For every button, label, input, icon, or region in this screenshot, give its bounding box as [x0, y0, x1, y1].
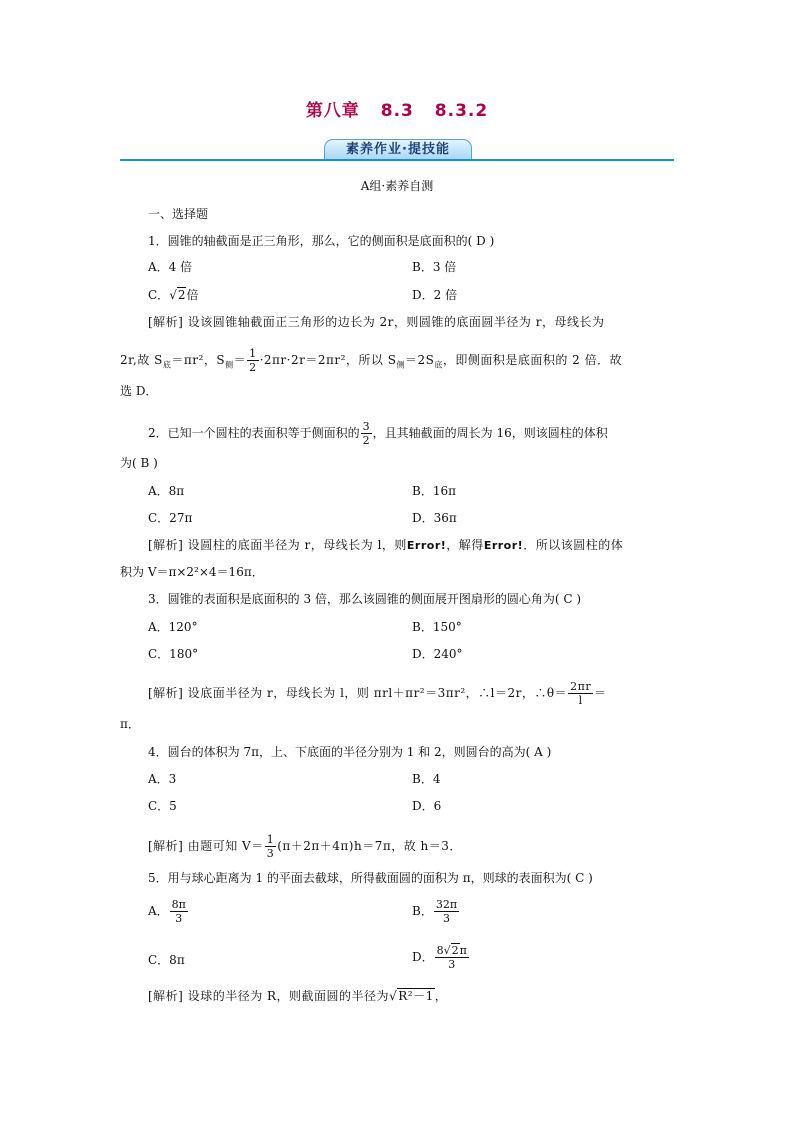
q2-option-d: D．36π — [412, 511, 457, 525]
section-badge: 素养作业·提技能 — [324, 139, 472, 159]
section-label: 一、选择题 — [148, 207, 209, 221]
q4-option-a: A．3 — [148, 772, 177, 786]
q5-option-c: C．8π — [148, 953, 185, 967]
error-placeholder: Error! — [483, 539, 524, 552]
q3-option-b: B．150° — [412, 620, 462, 634]
analysis-tag: [解析] — [148, 839, 184, 853]
q2-solution-line-2: 积为 V＝π×2²×4＝16π． — [120, 565, 264, 579]
q3-fraction: $\frac{2\pi r}{l}$ — [570, 680, 592, 707]
q3-option-a: A．120° — [148, 620, 198, 634]
q1-solution-line-2: 2r,故 $S_底=\pi r^2$，$S_侧=$ $\frac{1}{2}$ ·2πr·2r＝2πr²，所以 $S_侧=2S_底$，即侧面积是底面积的 2 倍．故 — [120, 347, 623, 374]
group-title: A组·素养自测 — [360, 179, 434, 193]
q3-option-d: D．240° — [412, 647, 463, 661]
q2-option-a: A．8π — [148, 484, 185, 498]
error-placeholder: Error! — [406, 539, 447, 552]
q5-option-b: B． $\frac{32\pi}{3}$ — [412, 898, 458, 925]
q1-fraction: $\frac{1}{2}$ — [249, 347, 257, 374]
q5-option-a: A． $\frac{8\pi}{3}$ — [148, 898, 186, 925]
q5-radicand: R²－1 — [398, 989, 434, 1003]
analysis-tag: [解析] — [148, 538, 184, 552]
analysis-tag: [解析] — [148, 315, 184, 329]
question-3-stem: 3．圆锥的表面积是底面积的 3 倍，那么该圆锥的侧面展开图扇形的圆心角为( C ) — [148, 592, 582, 606]
q1-solution-line-3: 选 D． — [120, 384, 158, 398]
q2-option-b: B．16π — [412, 484, 456, 498]
q5-option-d: D． $\frac{8√2\pi}{3}$ — [412, 944, 467, 971]
question-2-stem: 2．已知一个圆柱的表面积等于侧面积的 $\frac{3}{2}$ ，且其轴截面的周长为 16，则该圆柱的体积 — [148, 420, 608, 447]
analysis-tag: [解析] — [148, 686, 184, 700]
q2-solution-line-1: [解析] 设圆柱的底面半径为 r，母线长为 l，则Error!，解得Error!．所以该圆柱的体 — [148, 538, 624, 552]
q4-option-b: B．4 — [412, 772, 441, 786]
q2-option-c: C．27π — [148, 511, 193, 525]
q3-solution-line-1: [解析] 设底面半径为 r，母线长为 l，则 πrl＋πr²＝3πr²，∴l＝2r，∴θ＝ $\frac{2\pi r}{l}$ ＝ — [148, 680, 607, 707]
q4-option-d: D．6 — [412, 799, 442, 813]
question-5-stem: 5．用与球心距离为 1 的平面去截球，所得截面圆的面积为 π，则球的表面积为( C ) — [148, 871, 593, 885]
q1-option-c: C．√2倍 — [148, 288, 199, 302]
page-title — [0, 96, 794, 121]
q5-solution: [解析] 设球的半径为 R，则截面圆的半径为√R²－1， — [148, 989, 448, 1003]
q4-fraction: $\frac{1}{3}$ — [266, 833, 275, 860]
question-2-stem-line-2: 为( B ) — [120, 456, 158, 470]
q2-fraction: $\frac{3}{2}$ — [362, 420, 370, 447]
question-4-stem: 4．圆台的体积为 7π，上、下底面的半径分别为 1 和 2，则圆台的高为( A ) — [148, 745, 552, 759]
q3-option-c: C．180° — [148, 647, 199, 661]
q5-option-d-fraction: $\frac{8√2\pi}{3}$ — [436, 944, 467, 971]
question-1-stem: 1．圆锥的轴截面是正三角形，那么，它的侧面积是底面积的( D ) — [148, 234, 495, 248]
q4-option-c: C．5 — [148, 799, 177, 813]
q1-option-a: A．4 倍 — [148, 260, 193, 274]
q3-solution-line-2: π． — [120, 717, 140, 731]
section-number: 8.3 — [380, 101, 414, 121]
q4-solution: [解析] 由题可知 V＝ $\frac{1}{3}$ (π＋2π＋4π)h＝7π，故 h＝3． — [148, 833, 462, 860]
q1-option-d: D．2 倍 — [412, 288, 458, 302]
q1-solution-line-1: [解析] 设该圆锥轴截面正三角形的边长为 2r，则圆锥的底面圆半径为 r，母线长为 — [148, 315, 605, 329]
subsection-number: 8.3.2 — [434, 101, 489, 121]
header-divider — [120, 159, 674, 161]
chapter-label: 第八章 — [305, 101, 360, 121]
q5-option-a-fraction: $\frac{8\pi}{3}$ — [171, 898, 186, 925]
q1-option-b: B．3 倍 — [412, 260, 457, 274]
analysis-tag: [解析] — [148, 989, 184, 1003]
q1-option-c-radicand: 2 — [177, 288, 186, 302]
q5-option-b-fraction: $\frac{32\pi}{3}$ — [435, 898, 458, 925]
